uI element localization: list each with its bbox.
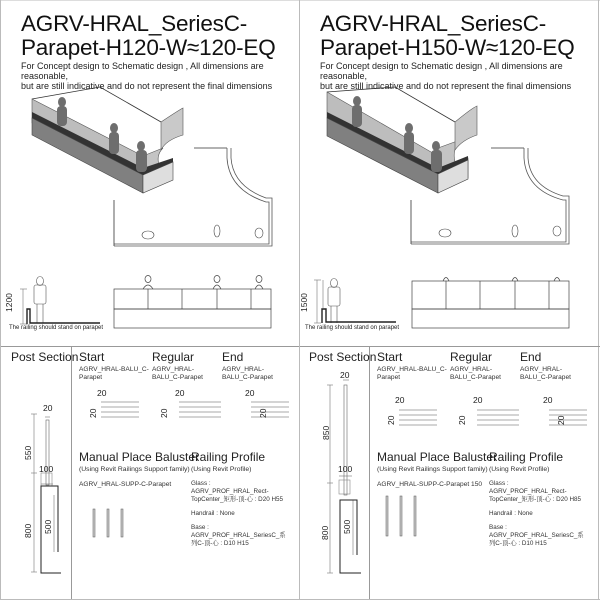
post-width-dim: 100 <box>338 464 353 474</box>
baluster-end-family: AGRV_HRAL- BALU_C-Parapet <box>222 366 273 381</box>
railing-profile-details <box>191 480 296 554</box>
railing-profile-title: Railing Profile <box>489 450 564 464</box>
regular-height-dim: 20 <box>159 408 169 418</box>
baluster-start-title: Start <box>377 350 403 364</box>
manual-baluster-family: AGRV_HRAL-SUPP-C-Parapet <box>79 481 172 488</box>
parapet-note: The railing should stand on parapet <box>9 325 104 331</box>
baluster-start-title: Start <box>79 350 105 364</box>
start-height-dim: 20 <box>386 415 396 425</box>
railing-elevation-view <box>1 260 301 346</box>
manual-baluster-title: Manual Place Baluster <box>377 450 498 464</box>
glass-profile: Glass : AGRV_PROF_HRAL_Rect- TopCenter_矩形-顶-心 : D20 H85 <box>489 480 582 503</box>
manual-baluster-posts <box>382 495 422 537</box>
post-upper-height-dim: 550 <box>23 445 33 460</box>
manual-baluster-family: AGRV_HRAL-SUPP-C-Parapet 150 <box>377 481 483 488</box>
post-section-drawing <box>300 360 370 600</box>
baluster-end-family: AGRV_HRAL- BALU_C-Parapet <box>520 366 571 381</box>
section-divider-horizontal <box>1 346 301 347</box>
elevation-height-dimension: 1500 <box>299 293 309 312</box>
start-width-dim: 20 <box>395 395 405 405</box>
title-line-2: Parapet-H120-W≈120-EQ <box>21 35 276 60</box>
regular-width-dim: 20 <box>473 395 483 405</box>
post-section-drawing <box>1 380 71 600</box>
baluster-regular-family: AGRV_HRAL- BALU_C-Parapet <box>152 366 203 381</box>
end-width-dim: 20 <box>543 395 553 405</box>
sheet-title <box>320 12 575 60</box>
post-upper-height-dim: 850 <box>321 425 331 440</box>
elevation-height-dimension: 1200 <box>4 293 14 312</box>
baluster-start-family: AGRV_HRAL-BALU_C- Parapet <box>79 366 149 381</box>
start-height-dim: 20 <box>88 408 98 418</box>
baluster-start-family: AGRV_HRAL-BALU_C- Parapet <box>377 366 447 381</box>
title-line-1: AGRV-HRAL_SeriesC- <box>320 11 547 36</box>
railing-profile-title: Railing Profile <box>191 450 266 464</box>
post-section-title: Post Section <box>11 350 79 364</box>
base-profile: Base : AGRV_PROF_HRAL_SeriesC_系 列C-顶-心 : D10 H15 <box>489 524 584 547</box>
sheet-bottom-border <box>0 599 600 600</box>
post-inner-height-dim: 500 <box>342 519 352 534</box>
baluster-end-title: End <box>222 350 244 364</box>
baluster-regular-title: Regular <box>450 350 493 364</box>
regular-width-dim: 20 <box>175 388 185 398</box>
post-width-dim: 100 <box>39 464 54 474</box>
disclaimer-line-2: but are still indicative and do not represent the final dimensions <box>21 81 273 91</box>
baluster-regular-title: Regular <box>152 350 195 364</box>
isometric-railing-view <box>300 80 600 250</box>
start-width-dim: 20 <box>97 388 107 398</box>
disclaimer-line-1: For Concept design to Schematic design , All dimensions are reasonable, <box>320 61 563 81</box>
railing-profile-subtitle: (Using Revit Profile) <box>489 466 550 473</box>
handrail-profile: Handrail : None <box>191 510 235 517</box>
sheet-title <box>21 12 276 60</box>
railing-profile-subtitle: (Using Revit Profile) <box>191 466 252 473</box>
base-profile: Base : AGRV_PROF_HRAL_SeriesC_系 列C-顶-心 : D10 H15 <box>191 524 286 547</box>
railing-profile-details <box>489 480 594 554</box>
manual-baluster-subtitle: (Using Revit Railings Support family) <box>377 466 488 473</box>
sheet-h150 <box>299 0 599 600</box>
isometric-railing-view <box>1 80 301 250</box>
sheet-h120 <box>0 0 300 600</box>
manual-baluster-subtitle: (Using Revit Railings Support family) <box>79 466 190 473</box>
section-divider-horizontal <box>300 346 600 347</box>
post-top-width-dim: 20 <box>43 403 53 413</box>
end-width-dim: 20 <box>245 388 255 398</box>
end-height-dim: 20 <box>258 408 268 418</box>
disclaimer-line-2: but are still indicative and do not represent the final dimensions <box>320 81 572 91</box>
title-line-1: AGRV-HRAL_SeriesC- <box>21 11 248 36</box>
handrail-profile: Handrail : None <box>489 510 533 517</box>
glass-profile: Glass : AGRV_PROF_HRAL_Rect- TopCenter_矩形-顶-心 : D20 H55 <box>191 480 284 503</box>
railing-elevation-view <box>300 260 600 346</box>
baluster-regular-family: AGRV_HRAL- BALU_C-Parapet <box>450 366 501 381</box>
post-section-title: Post Section <box>309 350 377 364</box>
end-height-dim: 20 <box>556 415 566 425</box>
parapet-note: The railing should stand on parapet <box>305 325 400 331</box>
manual-baluster-posts <box>89 508 129 538</box>
manual-baluster-title: Manual Place Baluster <box>79 450 200 464</box>
post-lower-height-dim: 800 <box>23 523 33 538</box>
post-inner-height-dim: 500 <box>43 519 53 534</box>
disclaimer-line-1: For Concept design to Schematic design , All dimensions are reasonable, <box>21 61 264 81</box>
regular-height-dim: 20 <box>457 415 467 425</box>
baluster-end-title: End <box>520 350 542 364</box>
post-top-width-dim: 20 <box>340 370 350 380</box>
title-line-2: Parapet-H150-W≈120-EQ <box>320 35 575 60</box>
post-lower-height-dim: 800 <box>320 525 330 540</box>
